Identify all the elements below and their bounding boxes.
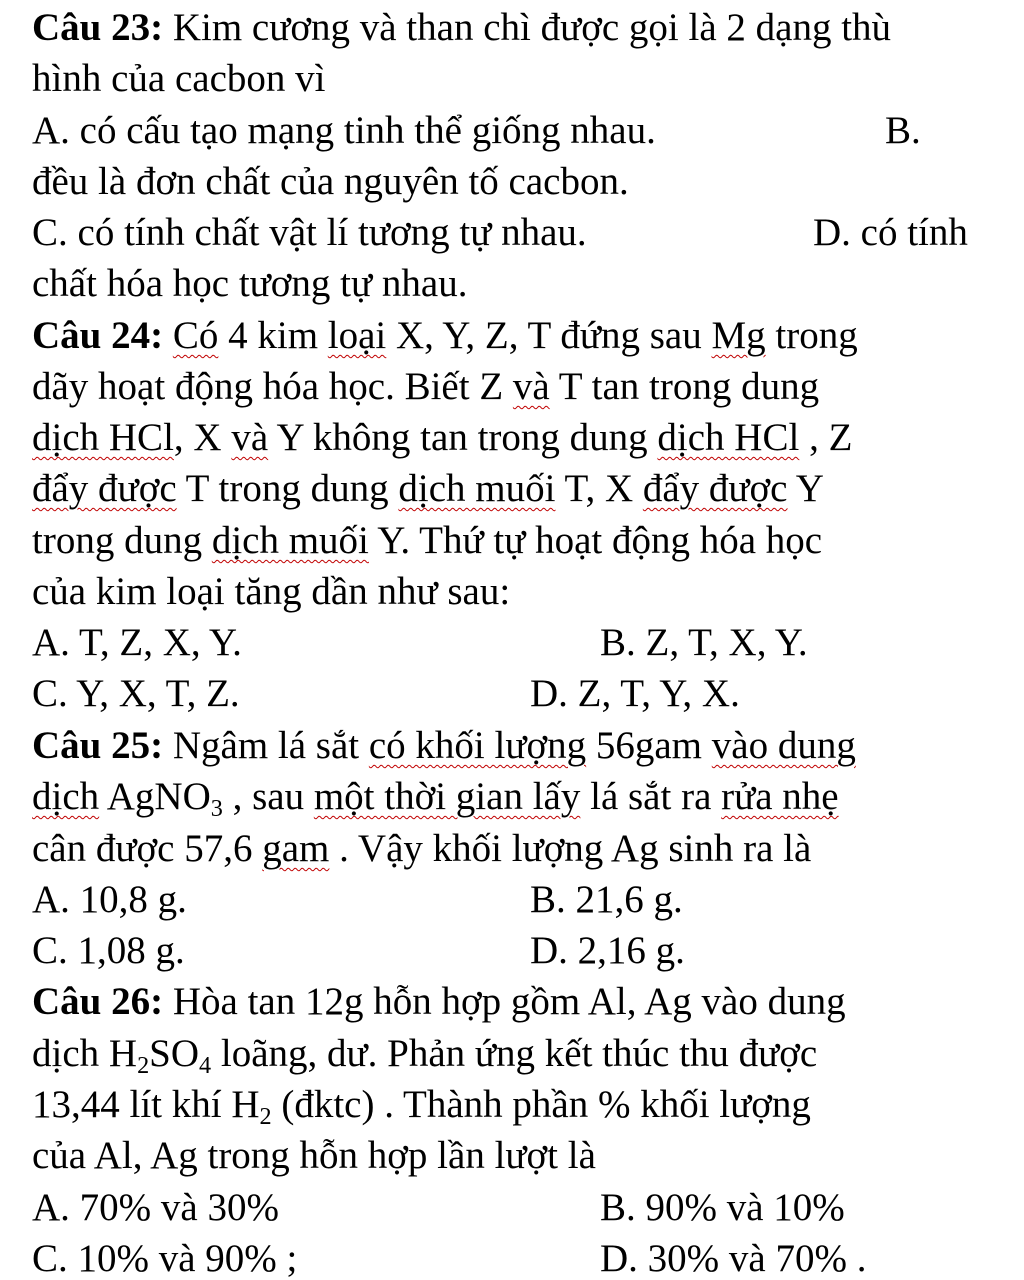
q25-option-row-1 [32, 878, 683, 921]
q26-label: Câu 26: [32, 980, 164, 1023]
q24-stem-line-5: trong dung dịch muối Y. Thứ tự hoạt động hóa học [32, 519, 823, 562]
q24-option-c: C. Y, X, T, Z. [32, 672, 240, 715]
q24-stem-line-3: dịch HCl, X và Y không tan trong dung dịch HCl , Z [32, 416, 853, 459]
q23-option-d-cont: chất hóa học tương tự nhau. [32, 262, 468, 305]
q23-option-b-text: đều là đơn chất của nguyên tố cacbon. [32, 160, 629, 203]
q24-stem-line-6: của kim loại tăng dần như sau: [32, 570, 511, 613]
q25-stem-line-3: cân được 57,6 gam . Vậy khối lượng Ag sinh ra là [32, 827, 812, 870]
q23-stem-line-2: hình của cacbon vì [32, 57, 326, 100]
q23-option-b-letter: B. [885, 109, 921, 152]
q24-option-row-1 [32, 621, 808, 664]
q23-label: Câu 23: [32, 6, 164, 49]
q25-option-row-2 [32, 929, 685, 972]
q23-option-row-1 [32, 109, 921, 152]
q25-option-d: D. 2,16 g. [530, 929, 685, 972]
q23-stem-line-1: Câu 23: Kim cương và than chì được gọi là 2 dạng thù [32, 6, 892, 49]
q26-option-a: A. 70% và 30% [32, 1186, 279, 1229]
q24-option-row-2 [32, 672, 740, 715]
q24-stem-line-2: dãy hoạt động hóa học. Biết Z và T tan trong dung [32, 365, 820, 408]
q25-option-a: A. 10,8 g. [32, 878, 187, 921]
q25-option-b: B. 21,6 g. [530, 878, 683, 921]
q23-option-d: D. có tính [813, 211, 968, 254]
q23-option-row-2 [32, 211, 968, 254]
q23-option-a: A. có cấu tạo mạng tinh thể giống nhau. [32, 109, 656, 152]
q24-option-b: B. Z, T, X, Y. [600, 621, 808, 664]
q26-stem-line-4: của Al, Ag trong hỗn hợp lần lượt là [32, 1134, 596, 1177]
q24-stem-line-4: đẩy được T trong dung dịch muối T, X đẩy được Y [32, 467, 824, 510]
q26-option-row-1 [32, 1186, 845, 1229]
q26-option-b: B. 90% và 10% [600, 1186, 845, 1229]
q24-option-a: A. T, Z, X, Y. [32, 621, 242, 664]
q25-stem-line-1: Câu 25: Ngâm lá sắt có khối lượng 56gam vào dung [32, 724, 856, 767]
q24-option-d: D. Z, T, Y, X. [530, 672, 740, 715]
q26-option-d: D. 30% và 70% . [600, 1237, 867, 1280]
q26-stem-line-3: 13,44 lít khí $H_2$ (đktc) . Thành phần % khối lượng [32, 1083, 811, 1130]
q23-option-c: C. có tính chất vật lí tương tự nhau. [32, 211, 587, 254]
q26-stem-line-1: Câu 26: Hòa tan 12g hỗn hợp gồm Al, Ag vào dung [32, 980, 846, 1023]
q26-option-row-2 [32, 1237, 867, 1280]
q24-stem-line-1: Câu 24: Có 4 kim loại X, Y, Z, T đứng sau Mg trong [32, 314, 858, 357]
q25-label: Câu 25: [32, 724, 164, 767]
q26-option-c: C. 10% và 90% ; [32, 1237, 298, 1280]
q25-option-c: C. 1,08 g. [32, 929, 185, 972]
q26-stem-line-2: dịch $H_2SO_4$ loãng, dư. Phản ứng kết thúc thu được [32, 1032, 818, 1079]
q24-label: Câu 24: [32, 314, 164, 357]
q25-stem-line-2: dịch AgNO$_3$ , sau một thời gian lấy lá sắt ra rửa nhẹ [32, 775, 839, 822]
